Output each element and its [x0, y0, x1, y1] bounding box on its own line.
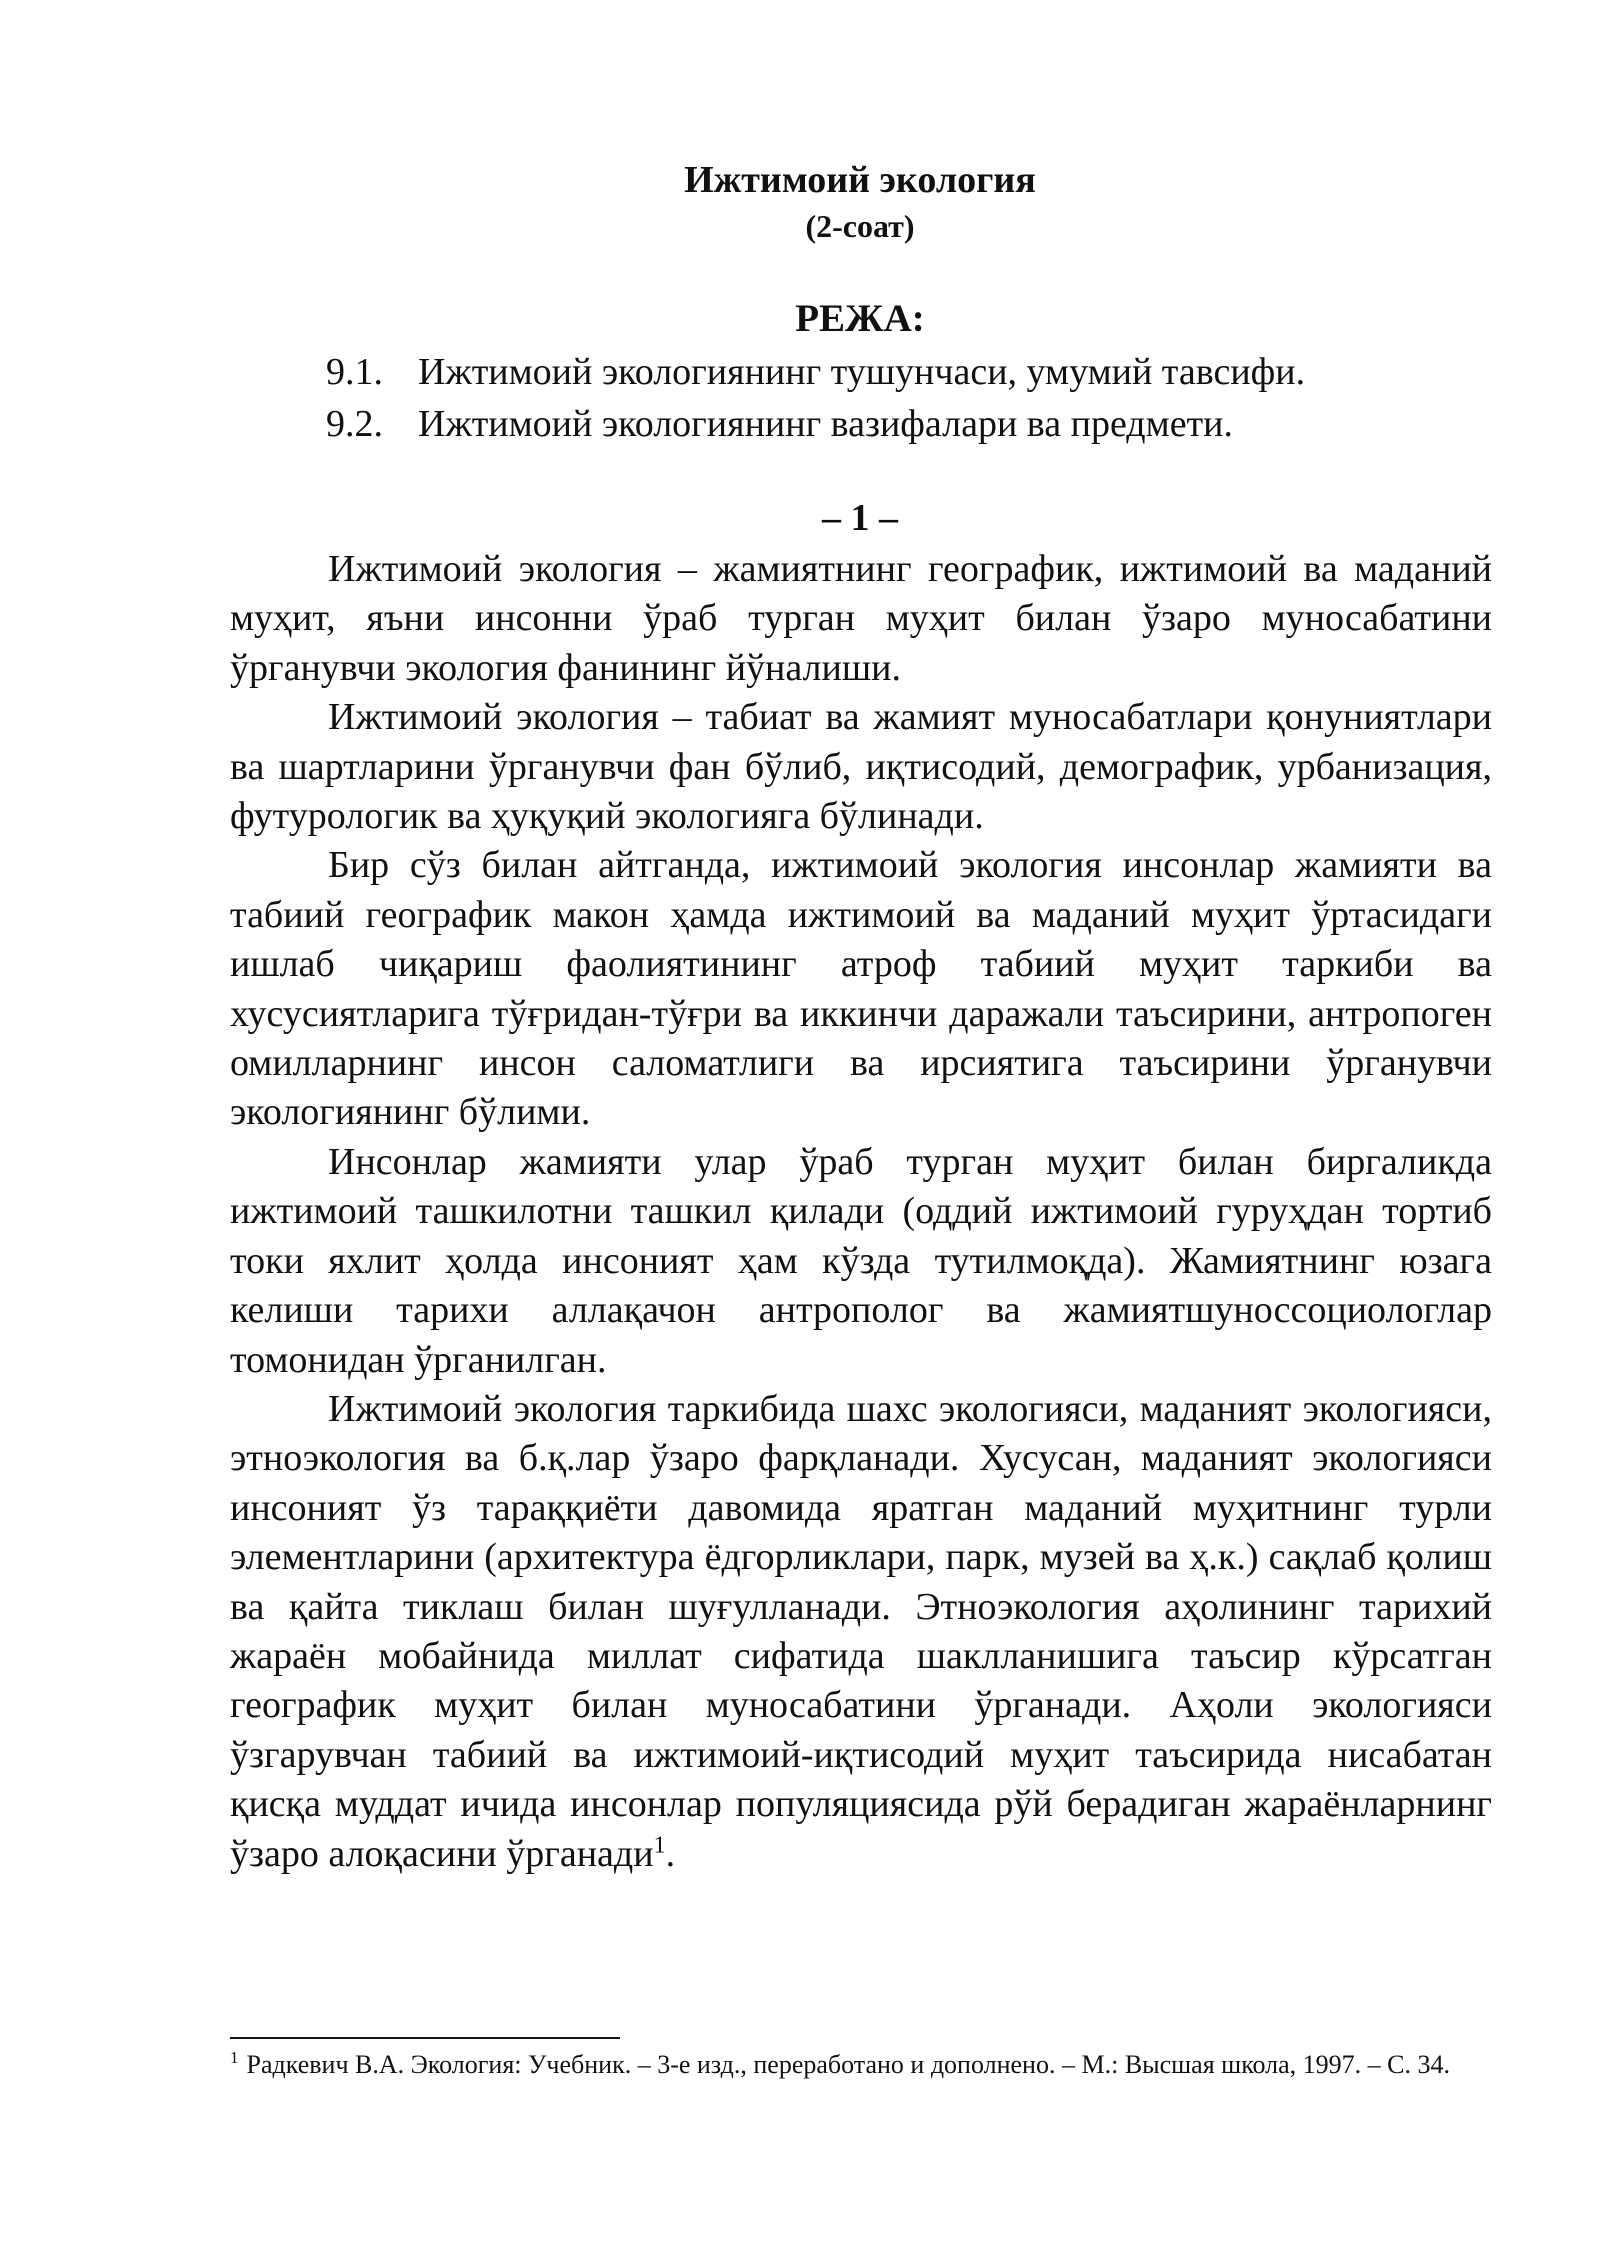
page-title: Ижтимоий экология — [684, 159, 1036, 201]
paragraph: Ижтимоий экология – жамиятнинг географик, ижтимоий ва маданий муҳит, яъни инсонни ўраб турган муҳит билан ўзаро муносабатини ўрганувчи экология фанининг йўналиши. — [230, 548, 1492, 689]
plan-item-number: 9.2. — [326, 403, 383, 445]
footnote-reference: 1 — [653, 1831, 666, 1858]
section-marker: – 1 – — [822, 497, 898, 539]
plan-list — [326, 346, 1305, 450]
plan-item-number: 9.1. — [326, 351, 383, 393]
plan-item — [326, 398, 1305, 450]
plan-item — [326, 346, 1305, 398]
page-subtitle: (2-соат) — [805, 208, 915, 244]
paragraph: Инсонлар жамияти улар ўраб турган муҳит билан биргаликда ижтимоий ташкилотни ташкил қилади (оддий ижтимоий гуруҳдан тортиб токи яхлит ҳолда инсоният ҳам кўзда тутилмоқда). Жамиятнинг юзага келиши тарихи аллақачон антрополог ва жамиятшуноссоциологлар томонидан ўрганилган. — [230, 1140, 1492, 1381]
plan-heading: РЕЖА: — [795, 297, 925, 340]
footnote-separator — [230, 2037, 620, 2039]
footnote — [230, 2048, 1492, 2082]
plan-item-text: Ижтимоий экологиянинг тушунчаси, умумий тавсифи. — [418, 351, 1306, 393]
paragraph-end: . — [665, 1832, 676, 1875]
paragraph: Бир сўз билан айтганда, ижтимоий экология инсонлар жамияти ва табиий географик макон ҳамда ижтимоий ва маданий муҳит ўртасидаги ишлаб чиқариш фаолиятининг атроф табиий муҳит таркиби ва хусусиятларига тўғридан-тўғри ва иккинчи даражали таъсирини, антропоген омилларнинг инсон саломатлиги ва ирсиятига таъсирини ўрганувчи экологиянинг бўлими. — [230, 844, 1492, 1134]
footnote-marker: 1 — [230, 2048, 239, 2068]
paragraph — [230, 1385, 1492, 1879]
plan-item-text: Ижтимоий экологиянинг вазифалари ва предмети. — [418, 403, 1233, 445]
paragraph: Ижтимоий экология – табиат ва жамият муносабатлари қонуниятлари ва шартларини ўрганувчи фан бўлиб, иқтисодий, демографик, урбанизация, футурологик ва ҳуқуқий экологияга бўлинади. — [230, 696, 1492, 838]
body-text — [230, 545, 1492, 1879]
footnote-text: Радкевич В.А. Экология: Учебник. – 3-е изд., переработано и дополнено. – М.: Высшая школа, 1997. – С. 34. — [246, 2050, 1451, 2079]
paragraph-text: Ижтимоий экология таркибида шахс экологияси, маданият экологияси, этноэкология ва б.қ.лар ўзаро фарқланади. Хусусан, маданият экологияси инсоният ўз тараққиёти давомида яратган маданий муҳитнинг турли элементларини (архитектура ёдгорликлари, парк, музей ва ҳ.к.) сақлаб қолиш ва қайта тиклаш билан шуғулланади. Этноэкология аҳолининг тарихий жараён мобайнида миллат сифатида шаклланишига таъсир кўрсатган географик муҳит билан муносабатини ўрганади. Аҳоли экологияси ўзгарувчан табиий ва ижтимоий-иқтисодий муҳит таъсирида нисабатан қисқа муддат ичида инсонлар популяциясида рўй берадиган жараёнларнинг ўзаро алоқасини ўрганади — [230, 1387, 1492, 1875]
